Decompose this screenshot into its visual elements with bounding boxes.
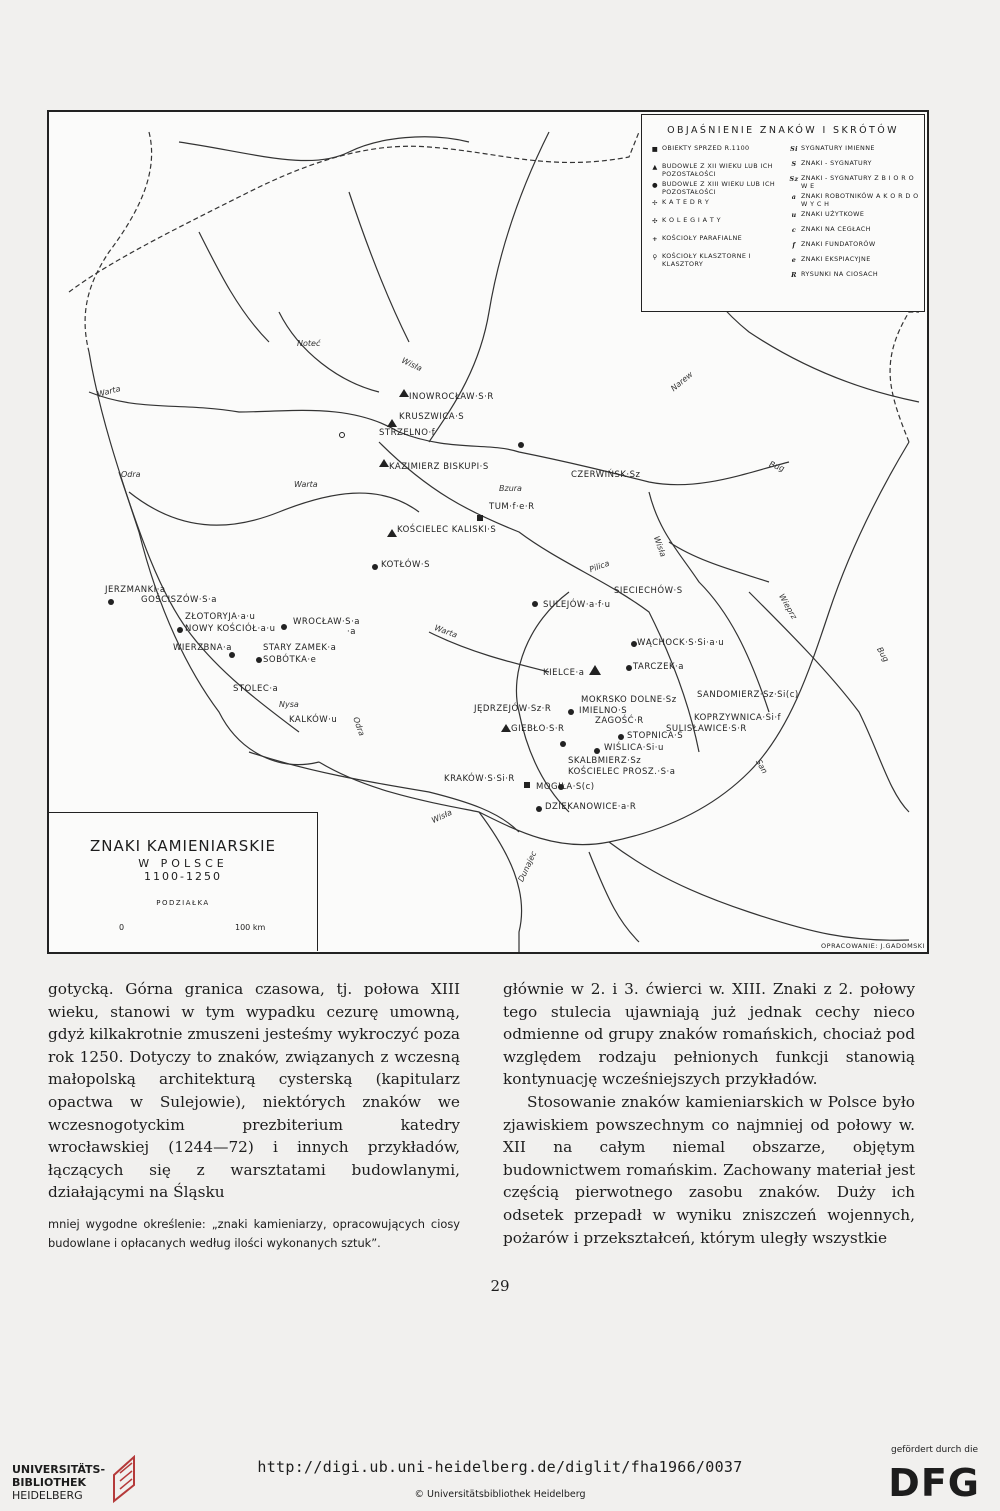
place-label: KOTŁÓW·S — [381, 560, 430, 570]
scale-label: PODZIAŁKA — [156, 899, 210, 907]
scale-zero: 0 — [119, 923, 125, 932]
place-label: KIELCE·a — [543, 668, 585, 678]
place-label: WIŚLICA·Si·u — [604, 743, 664, 753]
legend-item: a ZNAKI ROBOTNIKÓW A K O R D O W Y C H — [791, 192, 919, 208]
legend-item: Si SYGNATURY IMIENNE — [790, 144, 875, 153]
river-label: Warta — [294, 480, 318, 489]
river-label: Nysa — [279, 700, 299, 709]
legend-item: Sz ZNAKI - SYGNATURY Z B I O R O W E — [789, 174, 914, 190]
place-label: SULEJÓW·a·f·u — [543, 600, 611, 610]
place-label: IMIELNO·S — [579, 706, 628, 716]
place-label: CZERWIŃSK·Sz — [571, 470, 641, 480]
historical-map — [47, 110, 929, 954]
place-label: WROCŁAW·S·a — [293, 617, 360, 627]
library-name-3: HEIDELBERG — [12, 1489, 83, 1502]
place-label: GOŚCISZÓW·S·a — [141, 595, 217, 605]
page-number: 29 — [490, 1277, 510, 1295]
place-label: KOPRZYWNICA·Si·f — [694, 713, 782, 723]
river-label: Noteć — [297, 339, 321, 348]
place-label: KOŚCIELEC KALISKI·S — [397, 525, 497, 535]
place-label: ·a — [347, 627, 356, 637]
legend-item: u ZNAKI UŻYTKOWE — [791, 210, 865, 219]
place-label: JERZMANKI·a — [105, 585, 166, 595]
river-label: Narew — [669, 369, 695, 394]
river-label: Odra — [121, 470, 141, 479]
legend-item: c ZNAKI NA CEGŁACH — [791, 225, 871, 234]
river-label: Bzura — [499, 484, 522, 493]
left-paragraph: gotycką. Górna granica czasowa, tj. połowa XIII wieku, stanowi w tym wypadku cezurę umowną, gdyż kilkakrotnie zmuszeni jesteśmy wykroczyć poza rok 1250. Dotyczy to znaków, związanych z wczesną małopolską architekturą cysterską (kapitularz opactwa w Sulejowie), niektórych znaków we wczesnogotyckim prezbiterium katedry wrocławskiej (1244—72) i innych przykładów, łączących się z warsztatami budowlanymi, działającymi na Śląsku — [48, 980, 460, 1202]
place-label: KRUSZWICA·S — [399, 412, 465, 422]
footnote: mniej wygodne określenie: „znaki kamieniarzy, opracowujących ciosy budowlane i opłacanych według ilości wykonanych sztuk”. — [48, 1217, 460, 1250]
legend-item: ⚲ KOŚCIOŁY KLASZTORNE I KLASZTORY — [652, 252, 752, 268]
river-label: Bug — [767, 459, 786, 474]
place-label: MOKRSKO DOLNE·Sz — [581, 695, 677, 705]
legend-item: f ZNAKI FUNDATORÓW — [792, 240, 876, 249]
river-label: Wisła — [430, 807, 454, 826]
place-label: JĘDRZEJÓW·Sz·R — [474, 704, 552, 714]
place-label: STARY ZAMEK·a — [263, 643, 337, 653]
legend-item: S ZNAKI - SYGNATURY — [791, 159, 872, 168]
permalink[interactable]: http://digi.ub.uni-heidelberg.de/diglit/fha1966/0037 — [257, 1458, 743, 1476]
legend-left-column — [648, 145, 783, 271]
map-title: ZNAKI KAMIENIARSKIE — [89, 837, 277, 855]
legend-title: OBJAŚNIENIE ZNAKÓW I SKRÓTÓW — [667, 125, 899, 136]
map-years: 1100-1250 — [144, 870, 222, 883]
legend-right-column — [787, 145, 920, 286]
library-name-2: BIBLIOTHEK — [12, 1476, 87, 1489]
legend-item: e ZNAKI EKSPIACYJNE — [791, 255, 871, 264]
copyright: © Universitätsbibliothek Heidelberg — [414, 1489, 586, 1500]
place-label: SIECIECHÓW·S — [614, 586, 683, 596]
map-title-cartouche — [49, 812, 318, 951]
place-label: KRAKÓW·S·Si·R — [444, 774, 515, 784]
left-column — [48, 978, 460, 1204]
place-label: TUM·f·e·R — [489, 502, 535, 512]
river-label: Wisła — [400, 355, 424, 374]
place-label: GIEBŁO·S·R — [511, 724, 565, 734]
place-label: KALKÓW·u — [289, 715, 338, 725]
right-column — [503, 978, 915, 1249]
river-label: Bug — [875, 645, 891, 664]
scale-end: 100 km — [235, 923, 266, 932]
place-label: SANDOMIERZ·Sz·Si(c) — [697, 690, 799, 700]
legend-item: ▲ BUDOWLE Z XII WIEKU LUB ICH POZOSTAŁOŚCI — [652, 162, 773, 178]
map-subtitle: W POLSCE — [138, 857, 228, 870]
legend-item: ● BUDOWLE Z XIII WIEKU LUB ICH POZOSTAŁOŚCI — [652, 180, 776, 196]
legend-item: + KOŚCIOŁY PARAFIALNE — [652, 234, 743, 243]
right-paragraph-1: głównie w 2. i 3. ćwierci w. XIII. Znaki z 2. połowy tego stulecia ujawniają już jednak cechy nieco odmienne od grupy znaków romańskich, chociaż pod względem rodzaju pełnionych funkcji stanowią kontynuację wcześniejszych przykładów. — [503, 980, 915, 1089]
place-label: WĄCHOCK·S·Si·a·u — [637, 638, 725, 648]
place-label: STOLEC·a — [233, 684, 279, 694]
place-label: SULISŁAWICE·S·R — [666, 724, 747, 734]
place-label: NOWY KOŚCIÓŁ·a·u — [185, 624, 276, 634]
river-label: Wieprz — [777, 592, 799, 621]
legend-item: R RYSUNKI NA CIOSACH — [791, 270, 879, 279]
legend-item: ✢ K A T E D R Y — [652, 198, 710, 207]
place-label: MOGIŁA·S(c) — [536, 782, 595, 792]
funding-note: gefördert durch die — [891, 1445, 978, 1455]
place-label: KOŚCIELEC PROSZ.·S·a — [568, 767, 676, 777]
legend-item: ✣ K O L E G I A T Y — [652, 216, 721, 225]
river-label: Warta — [96, 384, 122, 399]
river-label: Dunajec — [516, 849, 539, 884]
place-label: DZIEKANOWICE·a·R — [545, 802, 637, 812]
place-label: INOWROCŁAW·S·R — [409, 392, 494, 402]
river-label: Wisła — [651, 534, 668, 559]
map-legend — [641, 114, 925, 312]
map-credit: OPRACOWANIE: J.GADOMSKI — [821, 942, 925, 950]
river-label: Warta — [433, 623, 459, 640]
place-label: STRZELNO·f — [379, 428, 436, 438]
river-label: Odra — [351, 715, 367, 738]
dfg-logo[interactable]: DFG — [888, 1461, 980, 1505]
place-label: ZAGOŚĆ·R — [595, 716, 644, 726]
place-label: WIERZBNA·a — [173, 643, 232, 653]
place-label: SOBÓTKA·e — [263, 655, 317, 665]
place-label: ZŁOTORYJA·a·u — [185, 612, 256, 622]
river-label: Pilica — [588, 558, 611, 575]
place-label: STOPNICA·S — [627, 731, 684, 741]
river-label: San — [753, 757, 770, 776]
viewer-footer — [0, 1425, 1000, 1511]
place-label: TARCZEK·a — [633, 662, 684, 672]
legend-item: ■ OBIEKTY SPRZED R.1100 — [651, 144, 750, 153]
right-paragraph-2: Stosowanie znaków kamieniarskich w Polsce było zjawiskiem powszechnym co najmniej od połowy w. XII na całym niemal obszarze, objętym budownictwem romańskim. Zachowany materiał jest częścią pierwotnego zasobu znaków. Duży ich odsetek przepadł w wyniku zniszczeń wojennych, pożarów i przekształceń, którym uległy wszystkie — [503, 1092, 915, 1247]
place-label: SKALBMIERZ·Sz — [568, 756, 642, 766]
place-label: KAZIMIERZ BISKUPI·S — [389, 462, 489, 472]
library-name-1: UNIVERSITÄTS- — [12, 1463, 106, 1476]
